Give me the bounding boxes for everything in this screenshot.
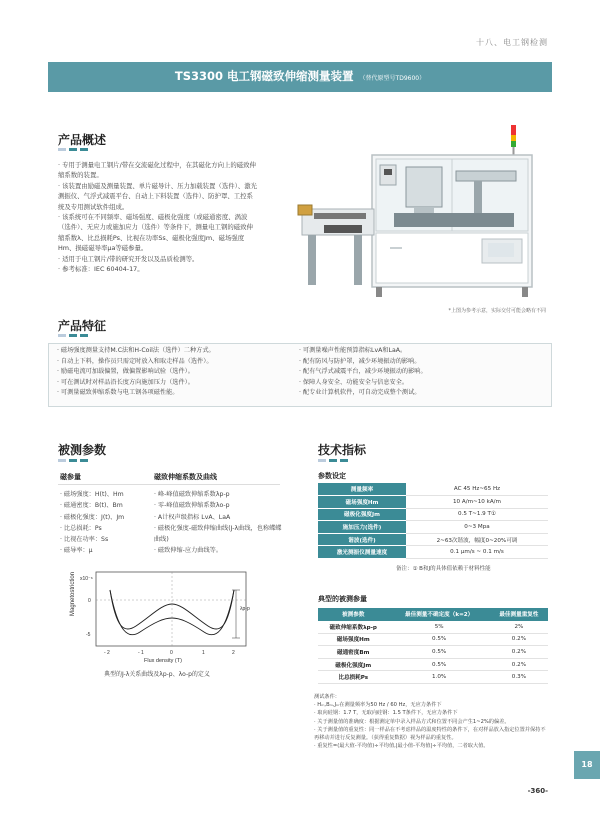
spec-key: 谐波(选件) <box>318 533 406 546</box>
overview-title: 产品概述 <box>58 133 107 147</box>
param-item: · 磁场强度：H(t)、Hm <box>60 491 124 498</box>
table-row <box>318 621 548 634</box>
feature-item: · 配专业计算机软件，可自动完成整个测试。 <box>299 389 421 397</box>
title-banner <box>48 62 552 92</box>
table-cell: 磁极化强度Jm <box>318 658 388 671</box>
feature-item: · 可在测试时对样品沿长度方向施加压力（选件）。 <box>57 378 194 386</box>
product-name: TS3300 电工钢磁致伸缩测量装置 <box>174 69 354 83</box>
overview-paragraph: · 专用于测量电工钢片/带在交流磁化过程中，在其磁化方向上的磁致伸缩系数的装置。 <box>58 161 256 180</box>
param-item: · A计权声级指标 LvA、LaA <box>154 513 231 521</box>
table-cell: 0.5% <box>388 658 489 671</box>
lambda-label: λp-p <box>240 606 250 612</box>
param-item: · 磁导率：μ <box>60 547 93 555</box>
table-row <box>318 646 548 659</box>
table-cell: 1.0% <box>388 671 489 684</box>
overview-paragraph: · 该系统可在不同频率、磁场强度、磁极化强度（或磁通密度、涡波（选件）、无应力或施加应力（选件）等条件下，测量电工钢的磁致伸缩系数λ、比总损耗Ps、比视在功率Ss、磁极化强度Jm、磁场强度Hm、损磁磁导率μa等磁参量。 <box>58 213 253 253</box>
spec-value: 10 A/m~10 kA/m <box>406 496 548 509</box>
spec-key: 磁极化强度Jm <box>318 508 406 521</box>
feature-item: · 配有气浮式减震平台，减少环境振动的影响。 <box>299 368 427 376</box>
figure-ytick: x10⁻⁶ <box>80 576 93 582</box>
figure-xtick: 2 <box>232 650 235 656</box>
chapter-title: 十八、电工钢检测 <box>476 38 548 47</box>
spec-key: 施加压力(选件) <box>318 521 406 534</box>
repeat-table <box>318 608 548 684</box>
table-row <box>318 521 548 534</box>
figure-ytick: 0 <box>88 598 91 604</box>
table-cell: 0.3% <box>490 671 548 684</box>
feature-item: · 保障人身安全、功能安全与信息安全。 <box>299 378 409 386</box>
figure-xtick: 0 <box>170 650 173 656</box>
figure-caption: 典型的J-λ关系曲线及λp-p、λo-p的定义 <box>104 671 210 678</box>
chapter-tab: 18 <box>574 751 600 779</box>
spec-note: 备注：① B和J的具体值依赖于材料性能 <box>396 566 491 572</box>
feature-item: · 磁场强度测量支持M.C法和H-Coil法（选件）二种方式。 <box>57 347 215 354</box>
overview-paragraph: · 适用于电工钢片/带的研究开发以及品质检测等。 <box>58 254 199 263</box>
condition-item: · 关于测量值的重复性：同一样品在不考虑样品的温度特性的条件下，在对样品放入指定位置并保持不再移动并进行反复测量。（获得重复数据）视为样品的重复性。 <box>314 726 546 742</box>
overview-paragraph: · 参考标准：IEC 60404-17。 <box>58 265 144 274</box>
param-item: · 峰-峰值磁致伸缩系数λp-p <box>154 491 230 498</box>
device-photo <box>294 121 549 304</box>
table-cell: 0.5% <box>388 646 489 659</box>
param-item: · 比总损耗：Ps <box>60 524 102 532</box>
feature-item: · 自动上下料，操作员只需定时放入和取走样品（选件）。 <box>57 357 213 365</box>
conditions-title: 测试条件： <box>314 694 340 700</box>
column-header: 被测参数 <box>318 608 388 621</box>
section-divider <box>58 148 88 151</box>
condition-item: · 关于测量值的准确度：根据测定单中录入样品方式和位置不同会产生1~2%的偏差。 <box>314 718 510 725</box>
param-item: · 磁极化强度：J(t)、Jm <box>60 513 125 521</box>
feature-item: · 励磁电流可加载偏置，做偏置影响试验（选件）。 <box>57 368 194 376</box>
j-lambda-figure <box>66 560 280 664</box>
column-header: 最佳测量不确定度（k=2） <box>388 608 489 621</box>
spec-value: 0~3 Mpa <box>406 521 548 534</box>
param-item: · 磁极化强度-磁致伸缩曲线(J-λ曲线，也称蝶蝶曲线) <box>154 524 282 544</box>
table-cell: 磁致伸缩系数λp-p <box>318 621 388 634</box>
features-box <box>48 343 552 407</box>
table-cell: 0.2% <box>490 658 548 671</box>
spec-value: 0.5 T~1.9 T① <box>406 508 548 521</box>
spec-value: 0.1 μm/s ~ 0.1 m/s <box>406 546 548 559</box>
section-divider <box>58 334 88 337</box>
page-number: -360- <box>527 787 548 795</box>
table-cell: 磁通密度Bm <box>318 646 388 659</box>
table-row <box>318 633 548 646</box>
table-cell: 5% <box>388 621 489 634</box>
overview-body <box>58 160 258 274</box>
specs-sub: 参数设定 <box>318 472 346 480</box>
spec-table <box>318 483 548 559</box>
figure-xtick: - 1 <box>138 650 144 656</box>
feature-item: · 配有防风与防护罩，减少环境振动的影响。 <box>299 357 421 365</box>
figure-ytick: -5 <box>86 632 91 638</box>
param-col1-list <box>60 489 150 557</box>
features-left <box>57 346 297 399</box>
param-col1-head: 磁参量 <box>60 473 81 481</box>
table-row <box>318 671 548 684</box>
table-cell: 0.2% <box>490 633 548 646</box>
test-conditions <box>314 693 550 750</box>
table-header-row <box>318 608 548 621</box>
repeat-title: 典型的被测参量 <box>318 595 367 603</box>
overview-paragraph: · 该装置由励磁及测量装置、单片磁导计、压力加载装置（选件）、激光测振仪、气浮式减震平台、自动上下料装置（选件）、防护罩、工控系统及专用测试软件组成。 <box>58 181 257 211</box>
spec-value: AC 45 Hz~65 Hz <box>406 483 548 496</box>
table-row <box>318 546 548 559</box>
param-item: · 零-峰值磁致伸缩系数λo-p <box>154 502 230 510</box>
figure-xlabel: Flux density (T) <box>144 658 182 664</box>
table-row <box>318 533 548 546</box>
feature-item: · 可测量磁致伸缩系数与电工钢各项磁性能。 <box>57 389 179 397</box>
column-header: 最佳测量重复性 <box>490 608 548 621</box>
divider <box>58 484 280 485</box>
section-divider <box>318 459 348 462</box>
param-item: · 磁致伸缩-应力曲线等。 <box>154 547 223 555</box>
table-cell: 比总损耗Ps <box>318 671 388 684</box>
features-right <box>299 346 544 399</box>
feature-item: · 可测量噪声性能预算指标LvA和LaA。 <box>299 347 407 354</box>
table-cell: 2% <box>490 621 548 634</box>
figure-ylabel: Magnetostriction <box>70 571 76 616</box>
param-item: · 比视在功率：Ss <box>60 536 109 544</box>
condition-item: · Hₘ,Bₘ,Jₘ在测量频率为50 Hz / 60 Hz，无应力条件下 <box>314 702 442 709</box>
spec-value: 2~63次谐波，幅度0~20%可调 <box>406 533 548 546</box>
table-cell: 0.5% <box>388 633 489 646</box>
param-item: · 磁通密度：B(t)、Bm <box>60 502 123 510</box>
table-row <box>318 508 548 521</box>
table-row <box>318 496 548 509</box>
photo-caption: *上图为参考示意，实际交付可能会略有不同 <box>448 308 546 314</box>
specs-title: 技术指标 <box>318 443 367 457</box>
condition-item: · 重复性=(最大值-平均值)÷平均值,|最小值-平均值|÷平均值，二者取大值。 <box>314 743 489 750</box>
section-divider <box>58 459 88 462</box>
param-col2-head: 磁致伸缩系数及曲线 <box>154 473 217 481</box>
figure-xtick: 1 <box>202 650 205 656</box>
condition-item: · 取向硅钢：1.7 T，无取向硅钢：1.5 T条件下，无应力条件下 <box>314 710 458 717</box>
spec-key: 激光测振仪测量速度 <box>318 546 406 559</box>
figure-xtick: - 2 <box>104 650 110 656</box>
table-cell: 磁场强度Hm <box>318 633 388 646</box>
product-subtitle: （替代原型号TD9600） <box>359 75 426 82</box>
features-title: 产品特征 <box>58 319 107 333</box>
table-row <box>318 483 548 496</box>
product-title <box>48 68 552 84</box>
params-title: 被测参数 <box>58 443 107 457</box>
spec-key: 测量频率 <box>318 483 406 496</box>
spec-key: 磁场强度Hm <box>318 496 406 509</box>
table-cell: 0.2% <box>490 646 548 659</box>
table-row <box>318 658 548 671</box>
param-col2-list <box>154 489 284 557</box>
